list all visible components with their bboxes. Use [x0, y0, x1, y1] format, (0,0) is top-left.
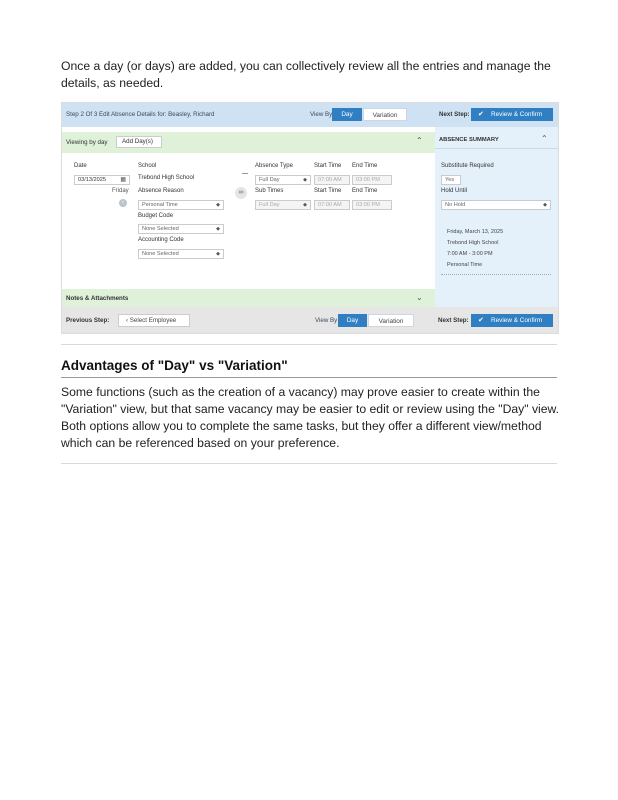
select-caret-icon: ◆: [543, 202, 547, 208]
view-variation-toggle-bottom[interactable]: Variation: [368, 314, 414, 327]
section-line-2: "Variation" view, but that same vacancy may be easier to edit or review using the "Day" view.: [61, 402, 560, 416]
absence-reason-value: Personal Time: [142, 202, 178, 208]
section-line-3: Both options allow you to complete the same tasks, but they offer a different view/method: [61, 419, 542, 433]
check-icon: ✔: [478, 317, 484, 324]
sub-times-label: Sub Times: [255, 188, 284, 194]
select-caret-icon: ◆: [216, 251, 220, 257]
summary-title: ABSENCE SUMMARY: [439, 137, 499, 143]
heading-underline: [61, 377, 557, 378]
check-icon: ✔: [478, 111, 484, 118]
start-time-input[interactable]: 07:00 AM: [314, 175, 350, 185]
summary-entry-date: Friday, March 13, 2025: [447, 229, 504, 235]
absence-type-value: Full Day: [259, 177, 280, 183]
sub-type-value: Full Day: [259, 202, 280, 208]
hold-until-select[interactable]: [441, 200, 551, 210]
divider-line: [61, 344, 557, 345]
select-caret-icon: ◆: [216, 226, 220, 232]
app-screenshot: [61, 102, 559, 334]
absence-summary-panel: [435, 127, 558, 307]
budget-code-value: None Selected: [142, 226, 179, 232]
notes-attachments-label: Notes & Attachments: [66, 295, 129, 302]
divider-dash: [242, 173, 248, 174]
select-caret-icon: ◆: [303, 177, 307, 183]
school-value: Trebond High School: [138, 175, 195, 181]
hold-until-value: No Hold: [445, 202, 466, 208]
review-confirm-label-bottom: Review & Confirm: [491, 317, 543, 324]
select-caret-icon: ◆: [303, 202, 307, 208]
info-icon[interactable]: i: [119, 199, 127, 207]
view-by-label-bottom: View By: [315, 317, 338, 324]
intro-line-2: details, as needed.: [61, 76, 164, 90]
accounting-code-label: Accounting Code: [138, 237, 184, 243]
date-input[interactable]: [74, 175, 130, 185]
summary-entry-time: 7:00 AM - 3:00 PM: [447, 251, 493, 257]
weekday-label: Friday: [112, 188, 129, 194]
sub-end-time-input[interactable]: 03:00 PM: [352, 200, 392, 210]
end-time-input[interactable]: 03:00 PM: [352, 175, 392, 185]
section-line-1: Some functions (such as the creation of a vacancy) may prove easier to create within the: [61, 385, 540, 399]
sub-type-select[interactable]: [255, 200, 311, 210]
add-days-button[interactable]: Add Day(s): [116, 136, 162, 148]
budget-code-label: Budget Code: [138, 213, 174, 219]
summary-header: [435, 132, 558, 149]
review-confirm-button[interactable]: [471, 108, 553, 121]
previous-step-label: Previous Step:: [66, 317, 110, 324]
summary-divider: [441, 274, 551, 275]
sub-start-time-label: Start Time: [314, 188, 342, 194]
divider-line: [61, 463, 557, 464]
select-caret-icon: ◆: [216, 202, 220, 208]
notes-attachments-bar[interactable]: [62, 289, 435, 307]
sub-start-time-input[interactable]: 07:00 AM: [314, 200, 350, 210]
summary-collapse-icon[interactable]: ⌃: [541, 134, 548, 143]
absence-reason-label: Absence Reason: [138, 188, 184, 194]
accounting-code-select[interactable]: [138, 249, 224, 259]
view-day-toggle[interactable]: Day: [332, 108, 362, 121]
step-text: Step 2 Of 3 Edit Absence Details for: Beasley, Richard: [66, 111, 215, 118]
date-label: Date: [74, 163, 87, 169]
next-step-label: Next Step:: [439, 111, 470, 118]
step-footer-bar: [62, 307, 558, 333]
school-label: School: [138, 163, 157, 169]
select-employee-label: Select Employee: [129, 317, 177, 324]
summary-entry-school: Trebond High School: [447, 240, 499, 246]
next-step-label-bottom: Next Step:: [438, 317, 469, 324]
summary-entry-reason: Personal Time: [447, 262, 483, 268]
view-variation-toggle[interactable]: Variation: [363, 108, 407, 121]
substitute-required-select[interactable]: [441, 175, 461, 185]
viewing-label: Viewing by day: [66, 139, 108, 146]
end-time-label: End Time: [352, 163, 378, 169]
step-header-bar: [62, 103, 558, 127]
intro-line-1: Once a day (or days) are added, you can collectively review all the entries and manage the: [61, 59, 551, 73]
select-employee-button[interactable]: [118, 314, 190, 327]
hold-until-label: Hold Until: [441, 188, 468, 194]
view-by-label: View By: [310, 111, 333, 118]
calendar-icon[interactable]: ▦: [120, 177, 126, 183]
view-day-toggle-bottom[interactable]: Day: [338, 314, 367, 327]
chevron-left-icon: ‹: [126, 317, 130, 324]
substitute-required-label: Substitute Required: [441, 163, 494, 169]
sub-end-time-label: End Time: [352, 188, 378, 194]
absence-type-label: Absence Type: [255, 163, 293, 169]
budget-code-select[interactable]: [138, 224, 224, 234]
review-confirm-label: Review & Confirm: [491, 111, 543, 118]
viewing-bar: [62, 132, 435, 153]
section-heading: Advantages of "Day" vs "Variation": [61, 358, 288, 373]
absence-type-select[interactable]: [255, 175, 311, 185]
start-time-label: Start Time: [314, 163, 342, 169]
collapse-chevron-icon[interactable]: ⌃: [416, 136, 423, 145]
review-confirm-button-bottom[interactable]: [471, 314, 553, 327]
substitute-required-value: Yes: [445, 177, 455, 183]
accounting-code-value: None Selected: [142, 251, 179, 257]
expand-chevron-icon[interactable]: ⌄: [416, 293, 423, 302]
section-line-4: which can be referenced based on your preference.: [61, 436, 340, 450]
absence-reason-select[interactable]: [138, 200, 224, 210]
date-value: 03/13/2025: [78, 177, 106, 183]
link-icon[interactable]: ∞: [235, 187, 247, 199]
